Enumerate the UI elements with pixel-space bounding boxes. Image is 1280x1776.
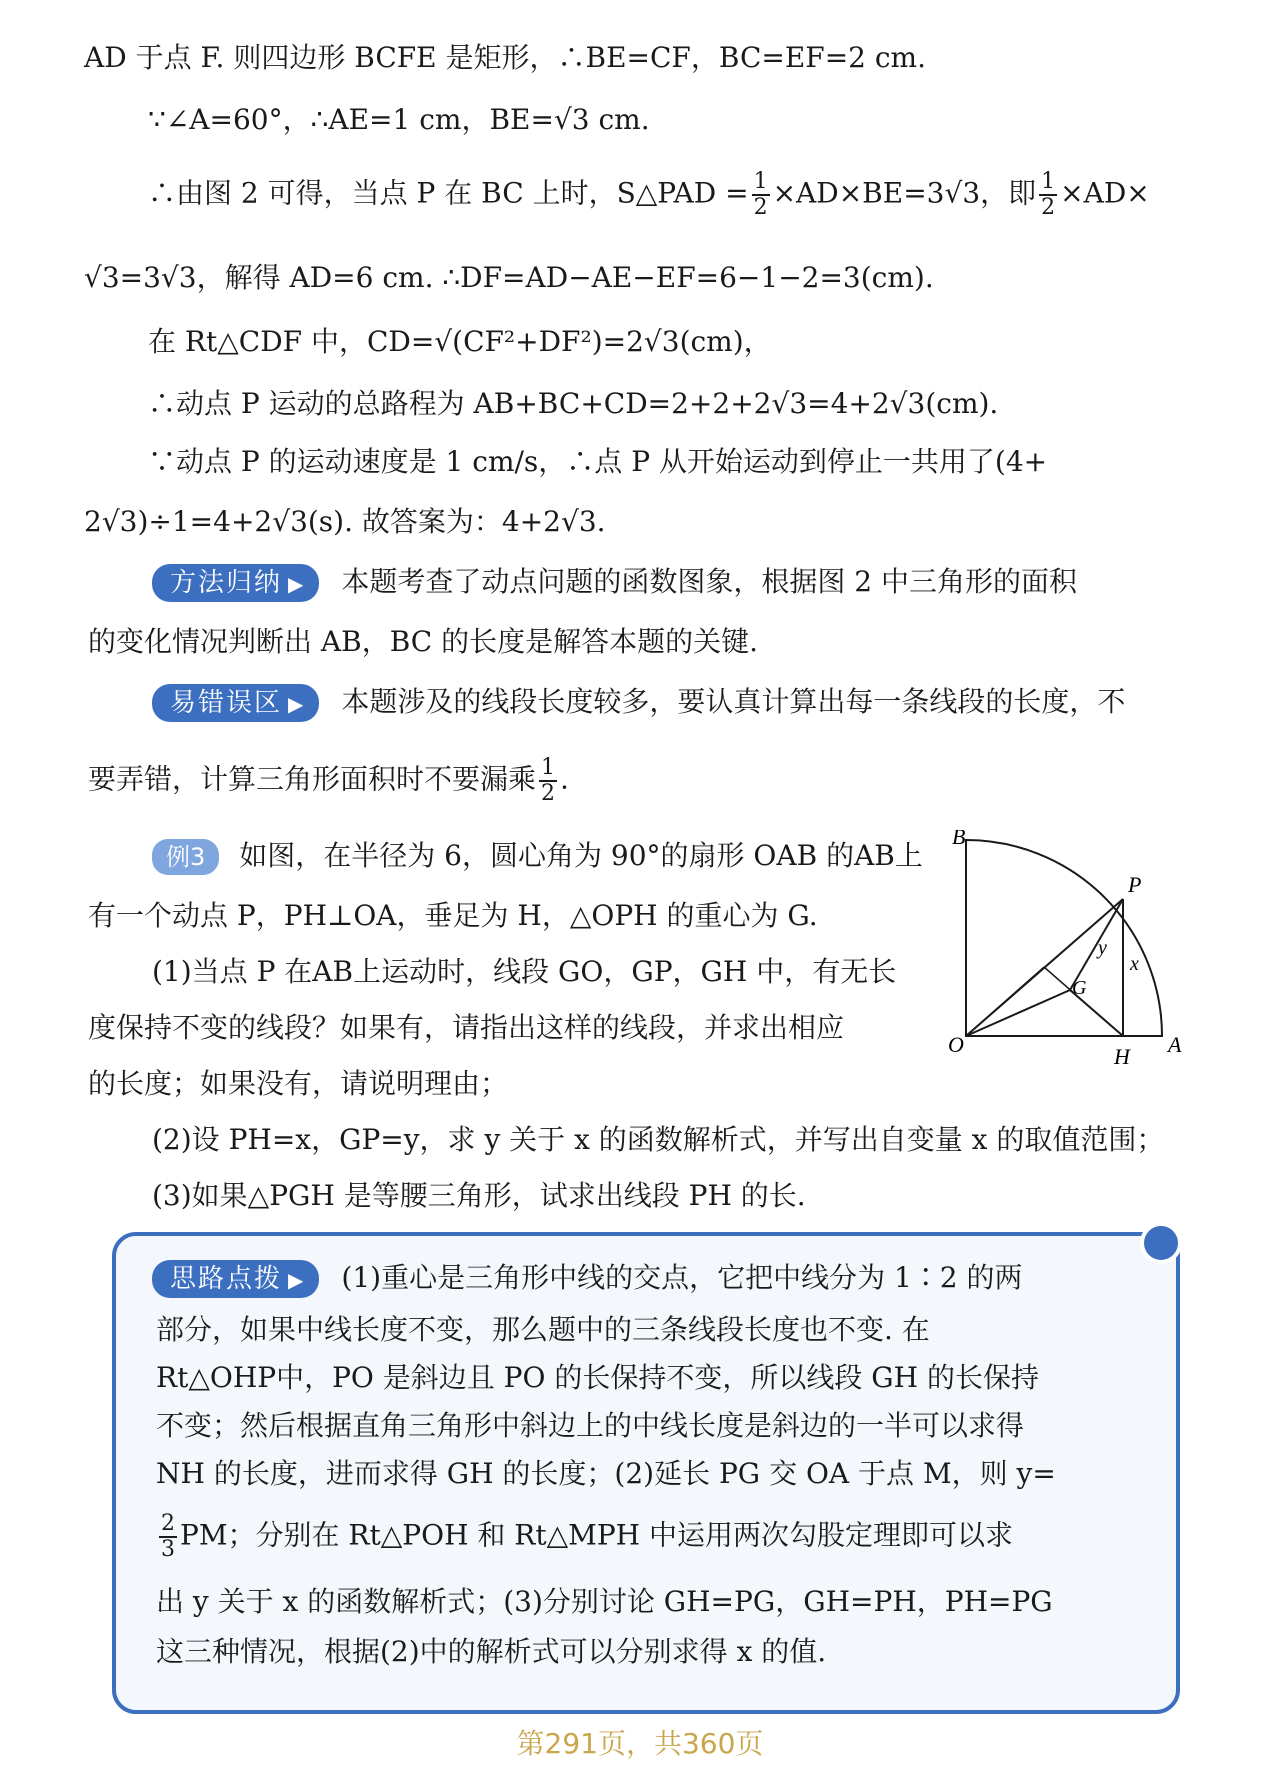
example-line-4: 度保持不变的线段？如果有，请指出这样的线段，并求出相应 <box>88 1011 845 1044</box>
mistake-line-1 <box>152 682 1280 722</box>
play-arrow-icon: ▶ <box>288 572 306 596</box>
method-line-2: 的变化情况判断出 AB，BC 的长度是解答本题的关键. <box>88 625 759 658</box>
hint-line-8: 这三种情况，根据(2)中的解析式可以分别求得 x 的值. <box>156 1635 827 1668</box>
label-o: O <box>948 1032 964 1057</box>
label-b: B <box>952 830 966 849</box>
solution-line-7: ∵动点 P 的运动速度是 1 cm/s，∴点 P 从开始运动到停止一共用了(4+ <box>148 445 1048 478</box>
hint-line-6: $\frac{2}{3}$ PM；分别在 Rt△POH 和 Rt△MPH 中运用两次勾股定理即可以求 <box>161 1511 1013 1562</box>
label-x: x <box>1130 953 1139 975</box>
solution-line-3b: ×AD×BE=3√3，即 <box>772 176 1037 210</box>
page-indicator: 第291页，共360页 <box>516 1727 764 1760</box>
solution-line-6: ∴动点 P 运动的总路程为 AB+BC+CD=2+2+2√3=4+2√3(cm). <box>148 387 999 420</box>
median-line <box>966 967 1044 1036</box>
sector-outline <box>966 840 1162 1036</box>
hint-line-1: 思路点拨 ▶ (1)重心是三角形中线的交点，它把中线分为 1∶2 的两 <box>152 1258 1280 1298</box>
fraction-two-thirds: $\frac{2}{3}$ <box>161 1511 175 1562</box>
mistake-text-1: 本题涉及的线段长度较多，要认真计算出每一条线段的长度，不 <box>341 685 1126 718</box>
fraction-half-3: $\frac{1}{2}$ <box>541 755 556 806</box>
solution-line-5: 在 Rt△CDF 中，CD=√(CF²+DF²)=2√3(cm)， <box>148 325 772 358</box>
example-line-3: (1)当点 P 在AB上运动时，线段 GO，GP，GH 中，有无长 <box>152 955 897 988</box>
solution-line-3a: ∴由图 2 可得，当点 P 在 BC 上时，S△PAD = <box>148 176 749 210</box>
example-line-7: (3)如果△PGH 是等腰三角形，试求出线段 PH 的长. <box>152 1179 806 1212</box>
method-tag: 方法归纳 ▶ <box>152 564 319 602</box>
hint-line-3: Rt△OHP中，PO 是斜边且 PO 的长保持不变，所以线段 GH 的长保持 <box>156 1361 1039 1394</box>
hint-line-4: 不变；然后根据直角三角形中斜边上的中线长度是斜边的一半可以求得 <box>156 1409 1025 1442</box>
label-h: H <box>1114 1044 1130 1069</box>
hint-line-7: 出 y 关于 x 的函数解析式；(3)分别讨论 GH=PG，GH=PH，PH=PG <box>156 1585 1053 1618</box>
play-arrow-icon: ▶ <box>288 1268 306 1292</box>
example-tag: 例3 <box>152 839 219 875</box>
solution-line-1: AD 于点 F. 则四边形 BCFE 是矩形，∴BE=CF，BC=EF=2 cm. <box>84 41 927 74</box>
mistake-tag: 易错误区 ▶ <box>152 684 319 722</box>
solution-line-3 <box>148 170 1280 220</box>
mistake-line-2: 要弄错，计算三角形面积时不要漏乘 $\frac{1}{2}$ . <box>88 755 569 806</box>
sector-diagram <box>948 830 1188 1070</box>
method-text-1: 本题考查了动点问题的函数图象，根据图 2 中三角形的面积 <box>341 565 1078 598</box>
hint-line-2: 部分，如果中线长度不变，那么题中的三条线段长度也不变. 在 <box>156 1313 930 1346</box>
example-line-1: 例3 如图，在半径为 6，圆心角为 90°的扇形 OAB 的AB上 <box>152 836 932 876</box>
solution-line-8: 2√3)÷1=4+2√3(s). 故答案为：4+2√3. <box>84 505 606 538</box>
play-arrow-icon: ▶ <box>288 692 306 716</box>
segment-og <box>966 990 1070 1036</box>
label-y: y <box>1098 937 1107 959</box>
solution-line-2: ∵∠A=60°，∴AE=1 cm，BE=√3 cm. <box>148 103 650 136</box>
hint-tag: 思路点拨 ▶ <box>152 1260 319 1298</box>
example-line-5: 的长度；如果没有，请说明理由； <box>88 1067 509 1100</box>
hint-line-5: NH 的长度，进而求得 GH 的长度；(2)延长 PG 交 OA 于点 M，则 y= <box>156 1457 1056 1490</box>
example-line-6: (2)设 PH=x，GP=y，求 y 关于 x 的函数解析式，并写出自变量 x 的取值范围； <box>152 1123 1165 1156</box>
label-p: P <box>1128 872 1142 897</box>
example-line-2: 有一个动点 P，PH⊥OA，垂足为 H，△OPH 的重心为 G. <box>88 899 818 932</box>
solution-line-3c: ×AD× <box>1060 176 1150 210</box>
label-g: G <box>1072 977 1087 999</box>
fraction-half: $\frac{1}{2}$ <box>753 169 768 220</box>
solution-line-4: √3=3√3，解得 AD=6 cm. ∴DF=AD−AE−EF=6−1−2=3(cm). <box>84 261 934 294</box>
label-a: A <box>1168 1032 1182 1057</box>
method-line-1 <box>152 562 1280 602</box>
fraction-half-2: $\frac{1}{2}$ <box>1041 169 1056 220</box>
